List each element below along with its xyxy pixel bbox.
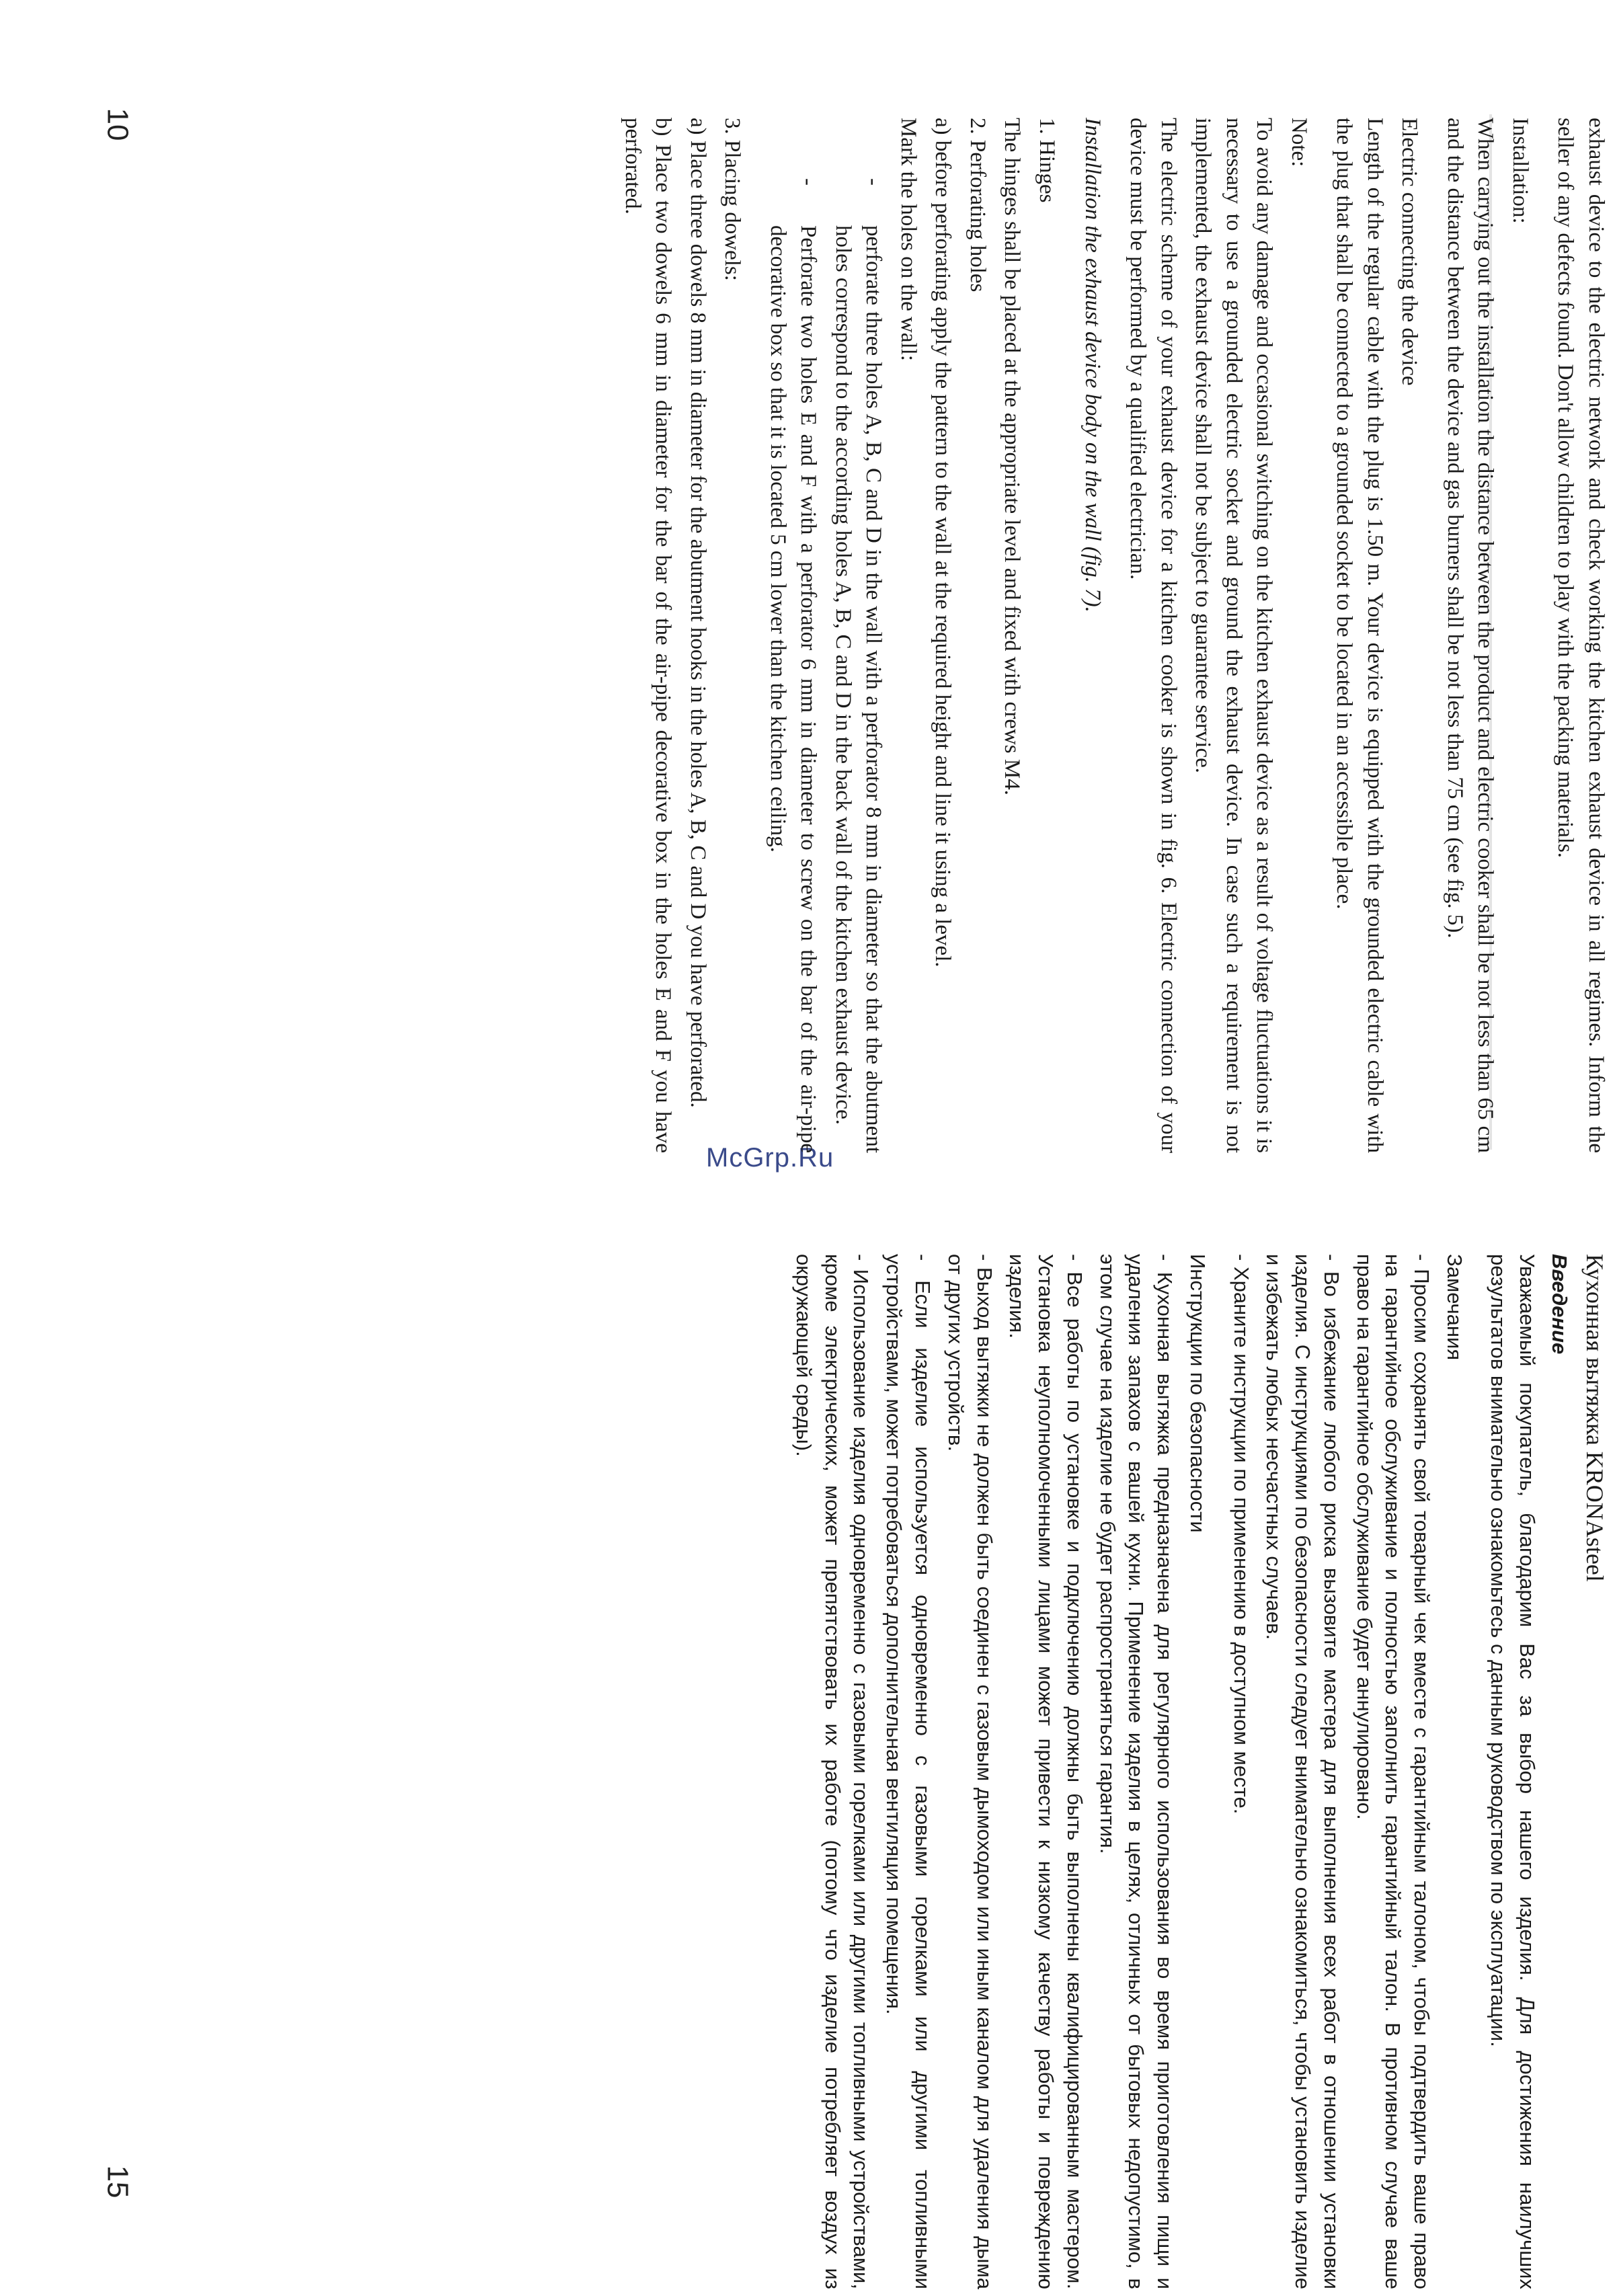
paragraph: - Во избежание любого риска вызовите мастера для выполнения всех работ в отношении установки изделия. С инструкциями по безопасности следует внимательно ознакомиться, чтобы установить изделие и избежать любых несчастных случаев.	[1262, 1254, 1343, 2289]
page-number-right: 15	[101, 2165, 134, 2199]
page-number-left: 10	[101, 108, 134, 141]
perforating-heading: 2. Perforating holes	[965, 118, 990, 292]
paragraph: - Просим сохранять свой товарный чек вместе с гарантийным талоном, чтобы подтвердить ваше право на гарантийное обслуживание и полностью заполнить гарантийный талон. В противном случае ваше право на гарантийное обслуживание будет аннулировано.	[1352, 1254, 1434, 2289]
paragraph: The electric scheme of your exhaust device for a kitchen cooker is shown in fig. 6. Electric connection of your device must be performed by a qualified electrician.	[1126, 118, 1181, 1153]
electric-heading: Electric connecting the device	[1397, 118, 1422, 386]
install-body-heading: Installation the exhaust device body on the wall (fig. 7).	[1080, 118, 1105, 612]
paragraph: b) Place two dowels 6 mm in diameter for the bar of the air-pipe decorative box in the holes E and F you have perforated.	[620, 118, 676, 1153]
hinges-heading: 1. Hinges	[1035, 118, 1060, 203]
paragraph: - Все работы по установке и подключению должны быть выполнены квалифицированным мастером. Установка неуполномоченными лицами может привести к низкому качеству работы и повреждению изделия.	[1005, 1254, 1087, 2289]
paragraph: - Выход вытяжки не должен быть соединен с газовым дымоходом или иным каналом для удаления дыма от других устройств.	[943, 1254, 996, 2289]
paragraph: When carrying out the installation the distance between the product and electric cooker shall be not less than 65 cm and the distance between the device and gas burners shall be not less than 75 cm (see fig. 5).	[1442, 118, 1498, 1153]
safety-heading: Инструкции по безопасности	[1185, 1254, 1210, 1533]
english-column	[0, 111, 1611, 1160]
paragraph: a) Place three dowels 8 mm in diameter for the abutment hooks in the holes A, B, C and D you have perforated.	[685, 118, 710, 1108]
russian-column	[0, 1247, 1611, 2296]
paragraph: Length of the regular cable with the plug is 1.50 m. Your device is equipped with the grounded electric cable with the plug that shall be connected to a grounded socket to be located in an accessible place.	[1332, 118, 1387, 1153]
paragraph: - Кухонная вытяжка предназначена для регулярного использования во время приготовления пищи и удаления запахов с вашей кухни. Применение изделия в целях, отличных от бытовых недопустимо, в этом случае на изделие не будет распространяться гарантия.	[1095, 1254, 1177, 2289]
dowels-heading: 3. Placing dowels:	[720, 118, 745, 281]
paragraph: Уважаемый покупатель, благодарим Вас за выбор нашего изделия. Для достижения наилучших результатов внимательно ознакомьтесь с данным руководством по эксплуатации.	[1486, 1254, 1539, 2289]
notes-heading: Замечания	[1443, 1254, 1467, 1361]
list-item: - Perforate two holes E and F with a perforator 6 mm in diameter to screw on the bar of the air-pipe decorative box so that it is located 5 cm lower than the kitchen ceiling.	[762, 225, 823, 1153]
paragraph: - Использование изделия одновременно с газовыми горелками или другими топливными устройствами, кроме электрических, может препятствовать их работе (потому что изделие потребляет воздух из окружающей среды).	[791, 1254, 873, 2289]
paragraph: Mark the holes on the wall:	[896, 118, 920, 362]
paragraph: - Храните инструкции по применению в доступном месте.	[1229, 1254, 1253, 1815]
russian-title: Кухонная вытяжка KRONAsteel	[1581, 1254, 1608, 1582]
paragraph: exhaust device to the electric network and check working the kitchen exhaust device in all regimes. Inform the seller of any defects found. Don't allow children to play with the packing materials.	[1553, 118, 1608, 1153]
intro-heading: Введение	[1548, 1254, 1572, 1355]
paragraph: The hinges shall be placed at the appropriate level and fixed with crews M4.	[1000, 118, 1025, 795]
list-item: - perforate three holes A, B, C and D in the wall with a perforator 8 mm in diameter so that the abutment holes correspond to the according holes A, B, C and D in the back wall of the kitchen exhaust device.	[827, 225, 888, 1153]
paragraph: a) before perforating apply the pattern to the wall at the required height and line it using a level.	[931, 118, 955, 967]
installation-heading: Installation:	[1507, 118, 1532, 224]
watermark: McGrp.Ru	[706, 1143, 834, 1173]
note-heading: Note:	[1286, 118, 1311, 167]
paragraph: - Если изделие используется одновременно с газовыми горелками или другими топливными устройствами, может потребоваться дополнительная вентиляция помещения.	[882, 1254, 935, 2289]
holes-list	[762, 118, 888, 1153]
paragraph: To avoid any damage and occasional switching on the kitchen exhaust device as a result of voltage fluctuations it is necessary to use a grounded electric socket and ground the exhaust device. In case such a requirement is not implemented, the exhaust device shall not be subject to guarantee service.	[1191, 118, 1277, 1153]
